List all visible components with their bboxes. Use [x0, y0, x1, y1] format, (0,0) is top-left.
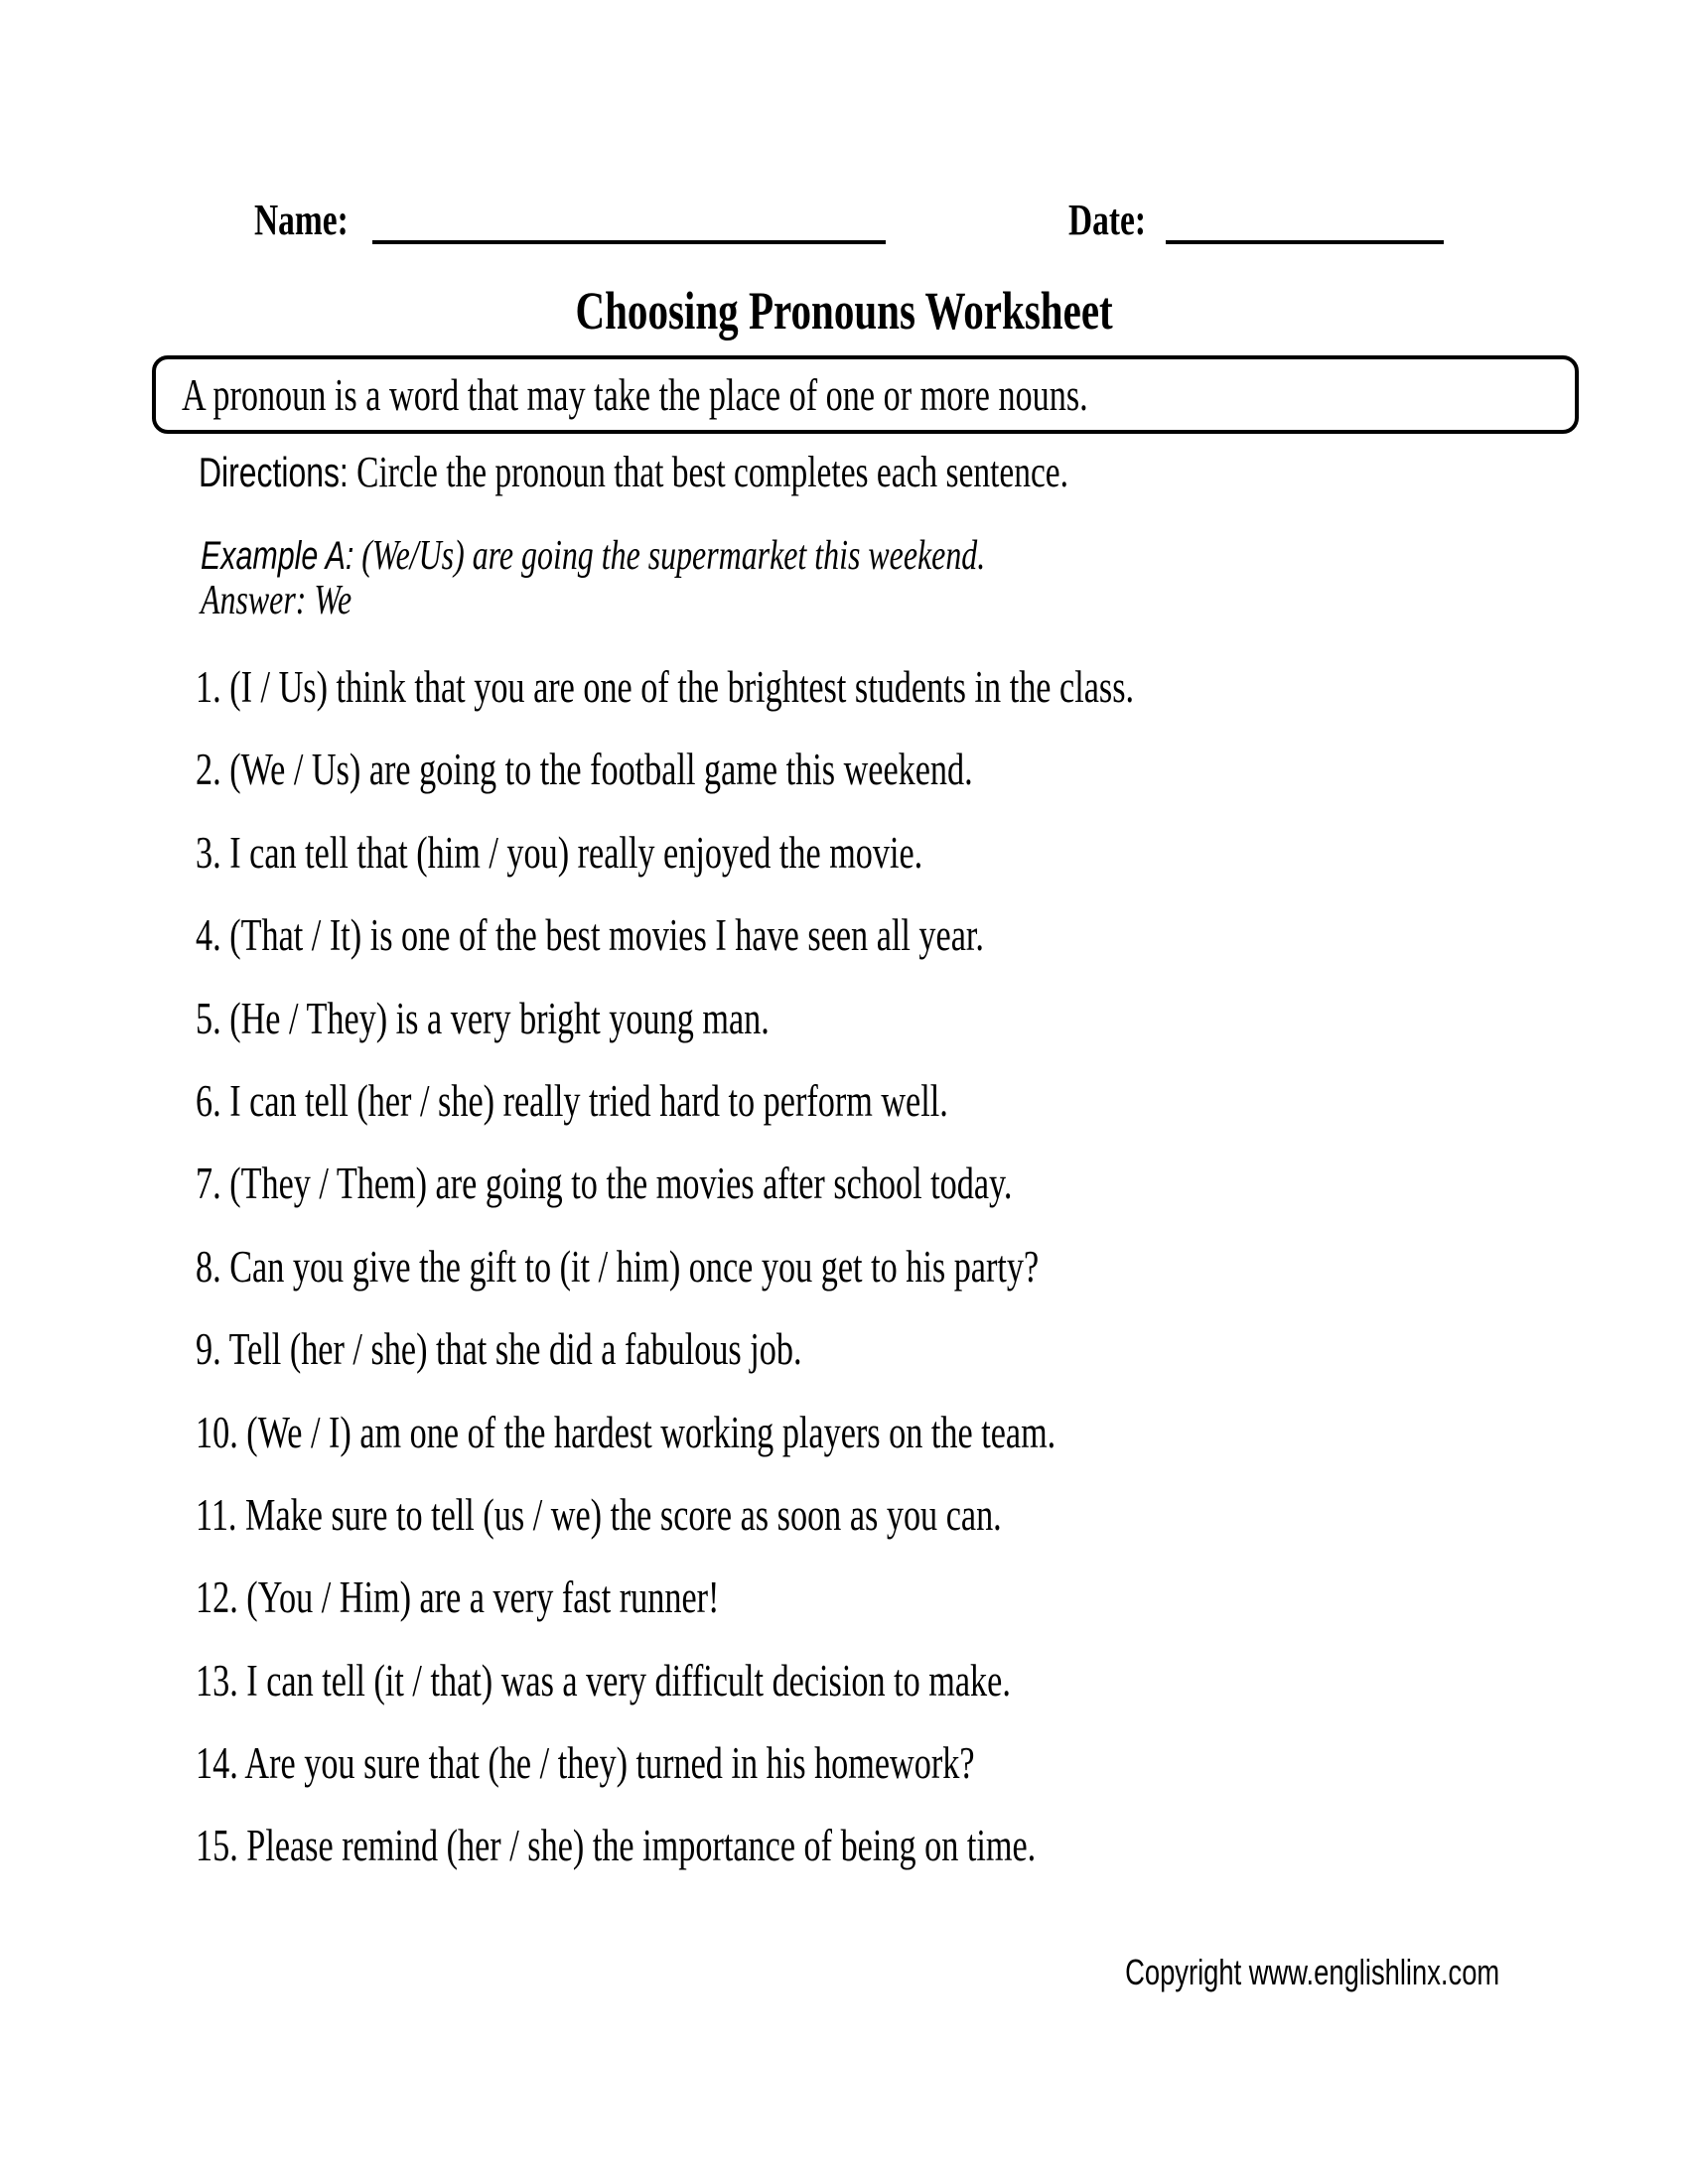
worksheet-item [196, 1821, 1431, 1903]
item-text: 14. Are you sure that (he / they) turned in his homework? [196, 1738, 975, 1789]
directions-text: Circle the pronoun that best completes each sentence. [348, 448, 1068, 496]
item-text: 8. Can you give the gift to (it / him) once you get to his party? [196, 1241, 1040, 1292]
definition-box [152, 355, 1579, 434]
item-text: 4. (That / It) is one of the best movies I have seen all year. [196, 910, 984, 961]
item-text: 6. I can tell (her / she) really tried hard to perform well. [196, 1075, 948, 1126]
date-blank-line [1166, 240, 1444, 244]
worksheet-item [196, 1738, 1431, 1821]
worksheet-item [196, 1242, 1431, 1324]
item-text: 7. (They / Them) are going to the movies after school today. [196, 1159, 1013, 1209]
item-text: 11. Make sure to tell (us / we) the score as soon as you can. [196, 1489, 1002, 1540]
worksheet-item [196, 1159, 1431, 1241]
item-text: 2. (We / Us) are going to the football game this weekend. [196, 745, 973, 795]
item-text: 1. (I / Us) think that you are one of the brightest students in the class. [196, 662, 1135, 712]
item-text: 5. (He / They) is a very bright young man. [196, 993, 770, 1043]
worksheet-item [196, 994, 1431, 1076]
answer-text: Answer: We [201, 578, 352, 623]
items-list [196, 662, 1431, 1904]
worksheet-item [196, 1490, 1431, 1572]
item-text: 9. Tell (her / she) that she did a fabulous job. [196, 1324, 802, 1375]
date-label-text: Date: [1068, 196, 1146, 244]
name-blank-line [372, 240, 886, 244]
page-title-text: Choosing Pronouns Worksheet [575, 281, 1113, 341]
item-text: 10. (We / I) am one of the hardest working players on the team. [196, 1407, 1056, 1457]
answer-line [201, 579, 1233, 623]
directions-label: Directions: [199, 449, 349, 495]
worksheet-item [196, 1076, 1431, 1159]
item-text: 15. Please remind (her / she) the importance of being on time. [196, 1821, 1037, 1871]
copyright-text: Copyright www.englishlinx.com [1124, 1952, 1499, 1992]
example-label: Example A: [201, 534, 354, 578]
example-line [201, 534, 1233, 579]
worksheet-item [196, 1408, 1431, 1490]
example-block [201, 534, 1233, 623]
copyright-footer [1007, 1954, 1499, 1991]
name-label-text: Name: [254, 196, 349, 244]
worksheet-item [196, 910, 1431, 993]
name-label [254, 196, 378, 244]
page-title [0, 281, 1688, 341]
date-label [1068, 196, 1171, 244]
worksheet-item [196, 662, 1431, 745]
directions-line [199, 449, 1343, 496]
worksheet-item [196, 1572, 1431, 1655]
worksheet-item [196, 745, 1431, 827]
example-sentence: (We/Us) are going the supermarket this weekend. [353, 533, 986, 579]
item-text: 13. I can tell (it / that) was a very difficult decision to make. [196, 1655, 1011, 1706]
item-text: 3. I can tell that (him / you) really enjoyed the movie. [196, 827, 923, 878]
definition-text: A pronoun is a word that may take the place of one or more nouns. [182, 369, 1088, 420]
item-text: 12. (You / Him) are a very fast runner! [196, 1572, 720, 1623]
worksheet-item [196, 1324, 1431, 1407]
worksheet-item [196, 828, 1431, 910]
worksheet-item [196, 1656, 1431, 1738]
